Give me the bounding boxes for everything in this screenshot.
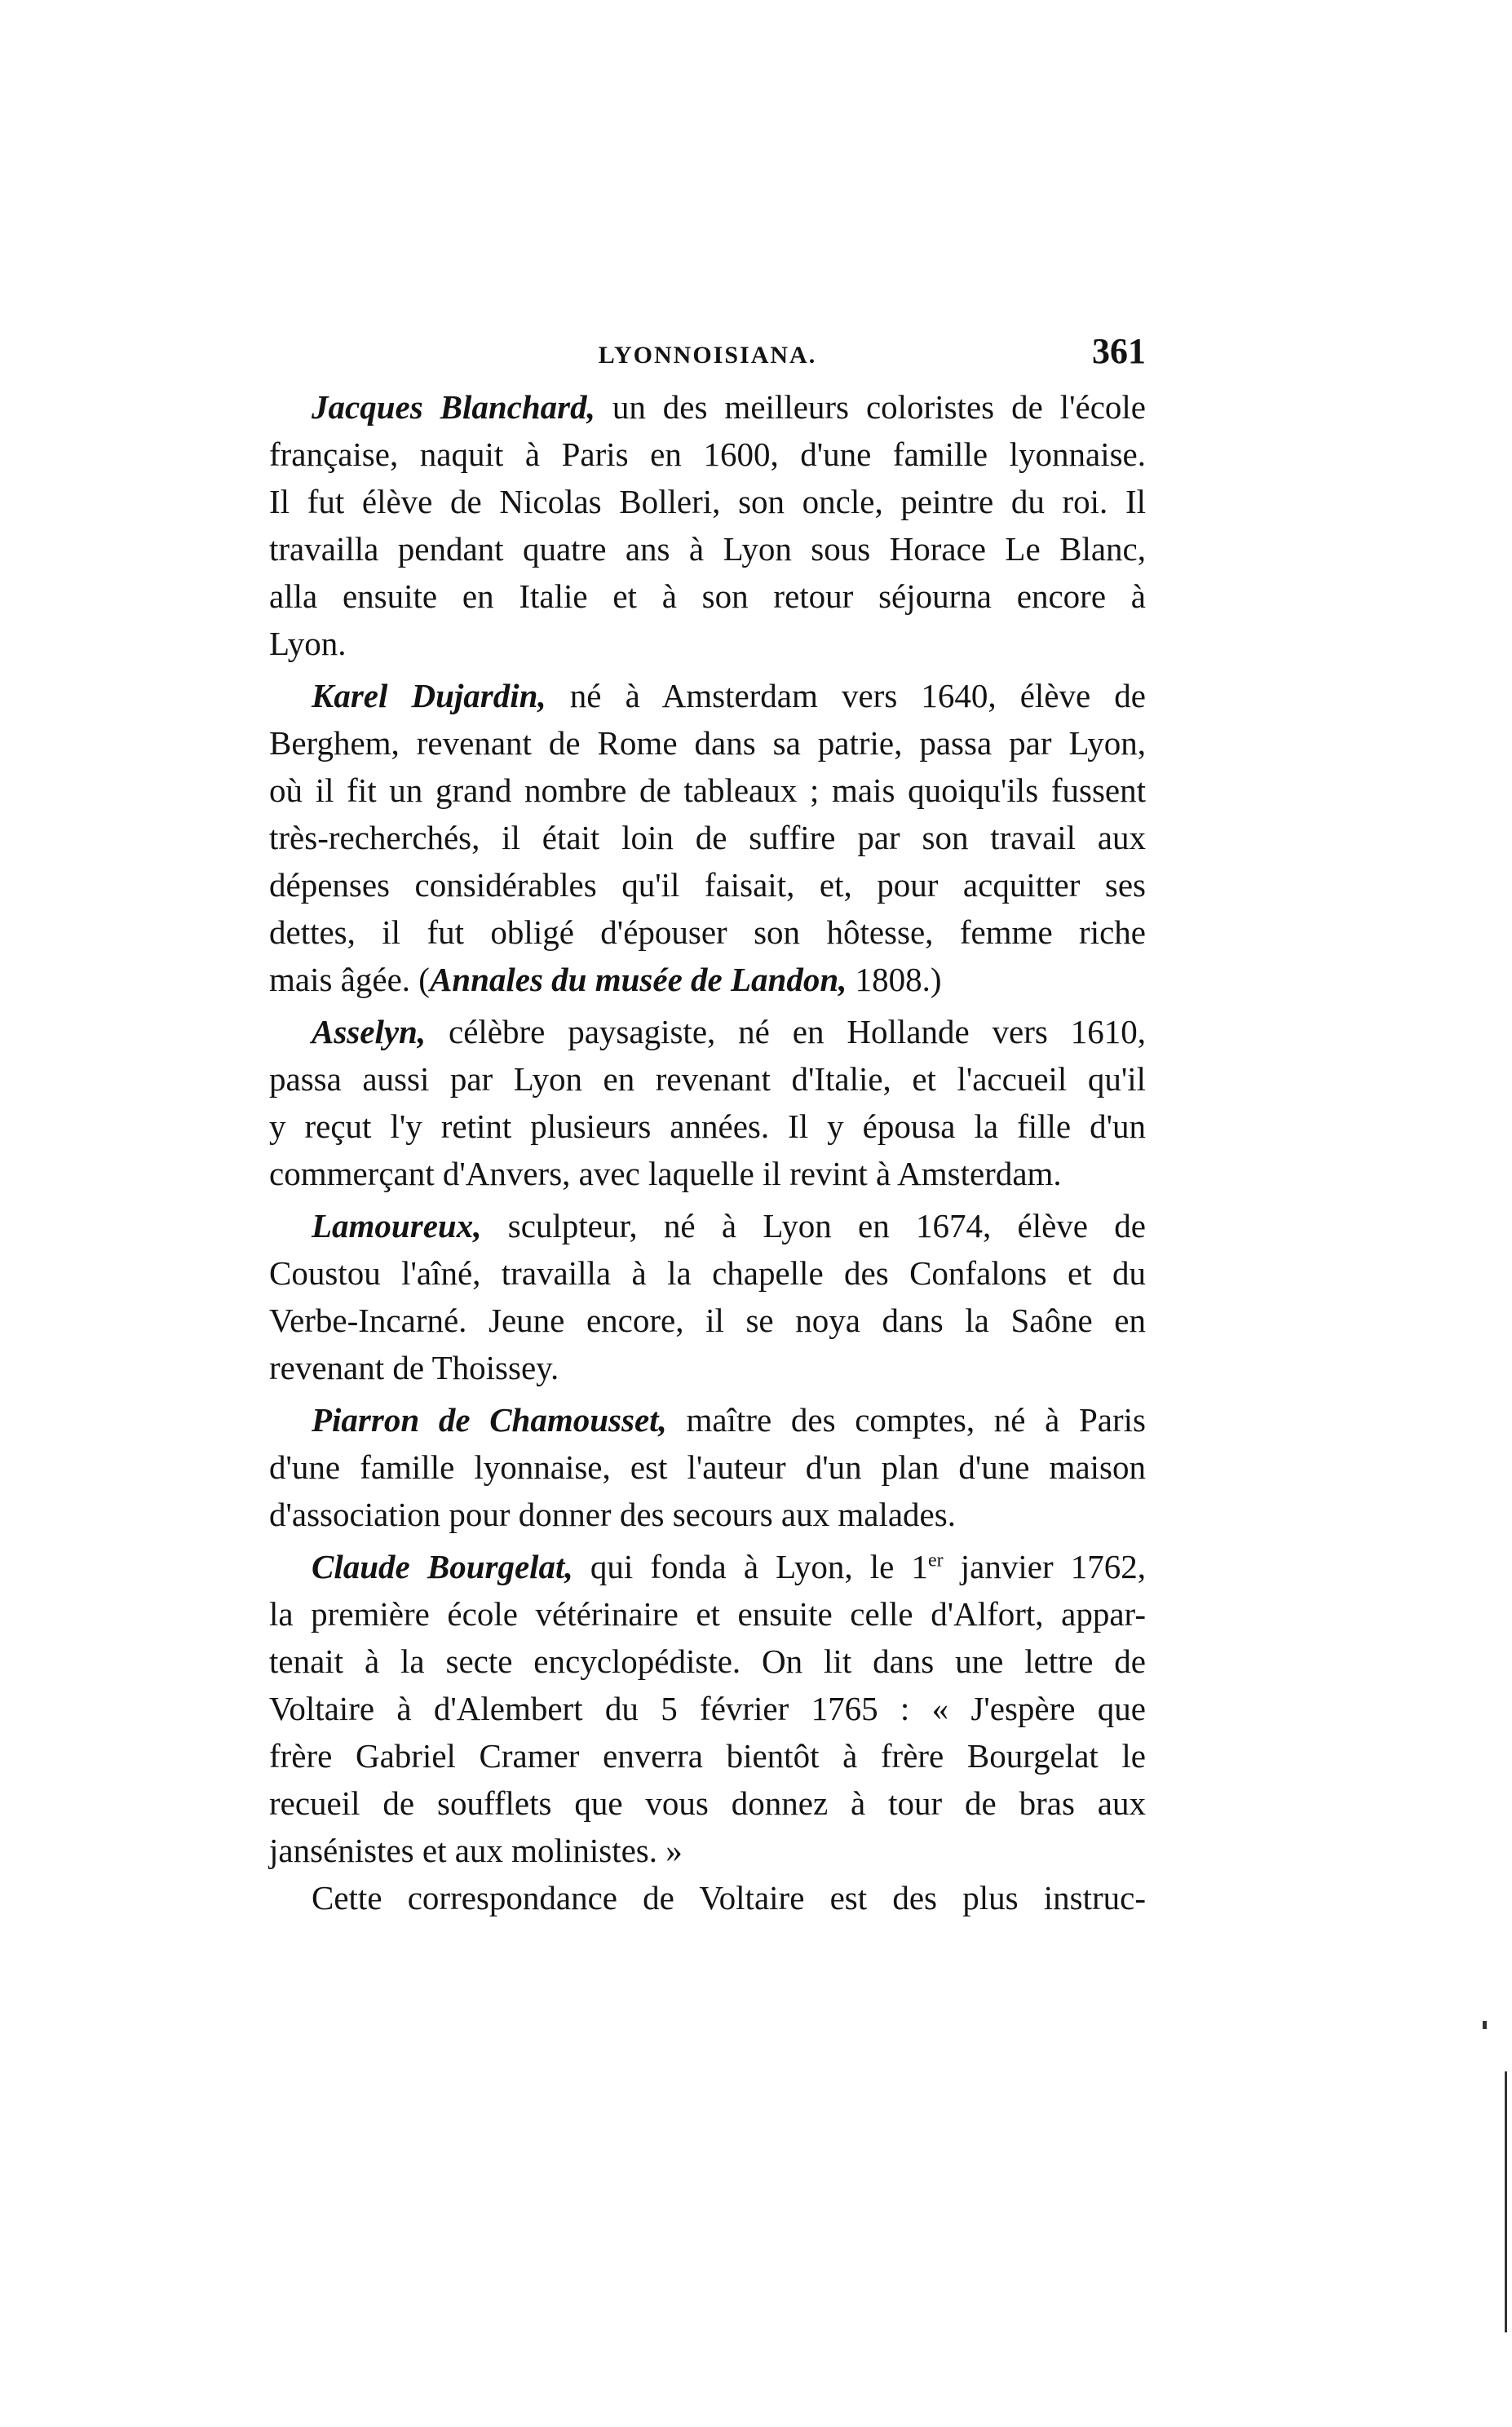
text-line: d'association pour donner des secours aux malades. [269, 1496, 956, 1533]
paragraph-piarron [269, 1396, 1146, 1538]
text-line: très-recherchés, il était loin de suffire par son travail aux [269, 819, 1146, 856]
citation: Annales du musée de Landon, [429, 961, 847, 998]
text-line: la première école vétérinaire et ensuite celle d'Alfort, appar- [269, 1595, 1146, 1633]
text-line: alla ensuite en Italie et à son retour séjourna encore à [269, 577, 1146, 615]
scan-margin-line [1505, 2071, 1507, 2332]
person-name: Karel Dujardin, [312, 677, 546, 714]
paragraph-asselyn [269, 1008, 1146, 1197]
paragraph-closing [269, 1874, 1146, 1921]
text-line: d'une famille lyonnaise, est l'auteur d'un plan d'une maison [269, 1448, 1146, 1486]
line-text: qui fonda à Lyon, le 1 [573, 1548, 929, 1585]
text-line [269, 1396, 1146, 1443]
text-line [269, 383, 1146, 431]
text-line: Verbe-Incarné. Jeune encore, il se noya dans la Saône en [269, 1302, 1146, 1339]
person-name: Jacques Blanchard, [312, 388, 595, 426]
text-line: revenant de Thoissey. [269, 1349, 559, 1386]
text-line [269, 672, 1146, 719]
ordinal-superscript: er [928, 1549, 944, 1572]
line-text: sculpteur, né à Lyon en 1674, élève de [481, 1207, 1146, 1244]
text-line [269, 1543, 1146, 1590]
running-title: LYONNOISIANA. [598, 342, 817, 369]
paragraph-bourgelat [269, 1543, 1146, 1874]
paragraph-dujardin [269, 672, 1146, 1003]
text-line: Coustou l'aîné, travailla à la chapelle des Confalons et du [269, 1254, 1146, 1292]
page-number: 361 [1092, 331, 1146, 371]
person-name: Piarron de Chamousset, [312, 1401, 667, 1439]
text-line: Berghem, revenant de Rome dans sa patrie, passa par Lyon, [269, 724, 1146, 762]
paragraph-blanchard [269, 383, 1146, 667]
person-name: Claude Bourgelat, [312, 1548, 573, 1585]
text-line: Il fut élève de Nicolas Bolleri, son oncle, peintre du roi. Il [269, 483, 1146, 520]
line-text: un des meilleurs coloristes de l'école [595, 388, 1146, 426]
text-line: recueil de soufflets que vous donnez à tour de bras aux [269, 1784, 1146, 1822]
running-head [269, 330, 1146, 379]
text-line: dépenses considérables qu'il faisait, et, pour acquitter ses [269, 866, 1146, 904]
person-name: Lamoureux, [312, 1207, 482, 1244]
line-text: mais âgée. ( [269, 961, 430, 998]
text-line: travailla pendant quatre ans à Lyon sous Horace Le Blanc, [269, 530, 1146, 568]
text-line: commerçant d'Anvers, avec laquelle il revint à Amsterdam. [269, 1155, 1062, 1192]
text-line: frère Gabriel Cramer enverra bientôt à frère Bourgelat le [269, 1737, 1146, 1775]
scan-margin-dot [1483, 2021, 1487, 2029]
paragraph-lamoureux [269, 1202, 1146, 1391]
text-line: dettes, il fut obligé d'épouser son hôtesse, femme riche [269, 913, 1146, 951]
person-name: Asselyn, [312, 1013, 427, 1050]
text-line: passa aussi par Lyon en revenant d'Italie, et l'accueil qu'il [269, 1060, 1146, 1098]
text-line [269, 1008, 1146, 1055]
line-text: janvier 1762, [943, 1548, 1146, 1585]
text-line: Voltaire à d'Alembert du 5 février 1765 : « J'espère que [269, 1690, 1146, 1727]
text-line: française, naquit à Paris en 1600, d'une famille lyonnaise. [269, 435, 1146, 473]
text-line [269, 956, 1146, 1003]
line-text: né à Amsterdam vers 1640, élève de [546, 677, 1146, 714]
line-text: célèbre paysagiste, né en Hollande vers 1610, [426, 1013, 1146, 1050]
line-text: 1808.) [847, 961, 942, 998]
text-line: où il fit un grand nombre de tableaux ; mais quoiqu'ils fussent [269, 771, 1146, 809]
body-text [269, 383, 1146, 1921]
text-line: jansénistes et aux molinistes. » [269, 1832, 683, 1869]
text-line: y reçut l'y retint plusieurs années. Il y épousa la fille d'un [269, 1107, 1146, 1145]
text-line [269, 1202, 1146, 1249]
line-text: maître des comptes, né à Paris [666, 1401, 1146, 1439]
text-line: tenait à la secte encyclopédiste. On lit dans une lettre de [269, 1642, 1146, 1680]
text-line: Cette correspondance de Voltaire est des plus instruc- [312, 1879, 1146, 1916]
text-line: Lyon. [269, 625, 347, 662]
